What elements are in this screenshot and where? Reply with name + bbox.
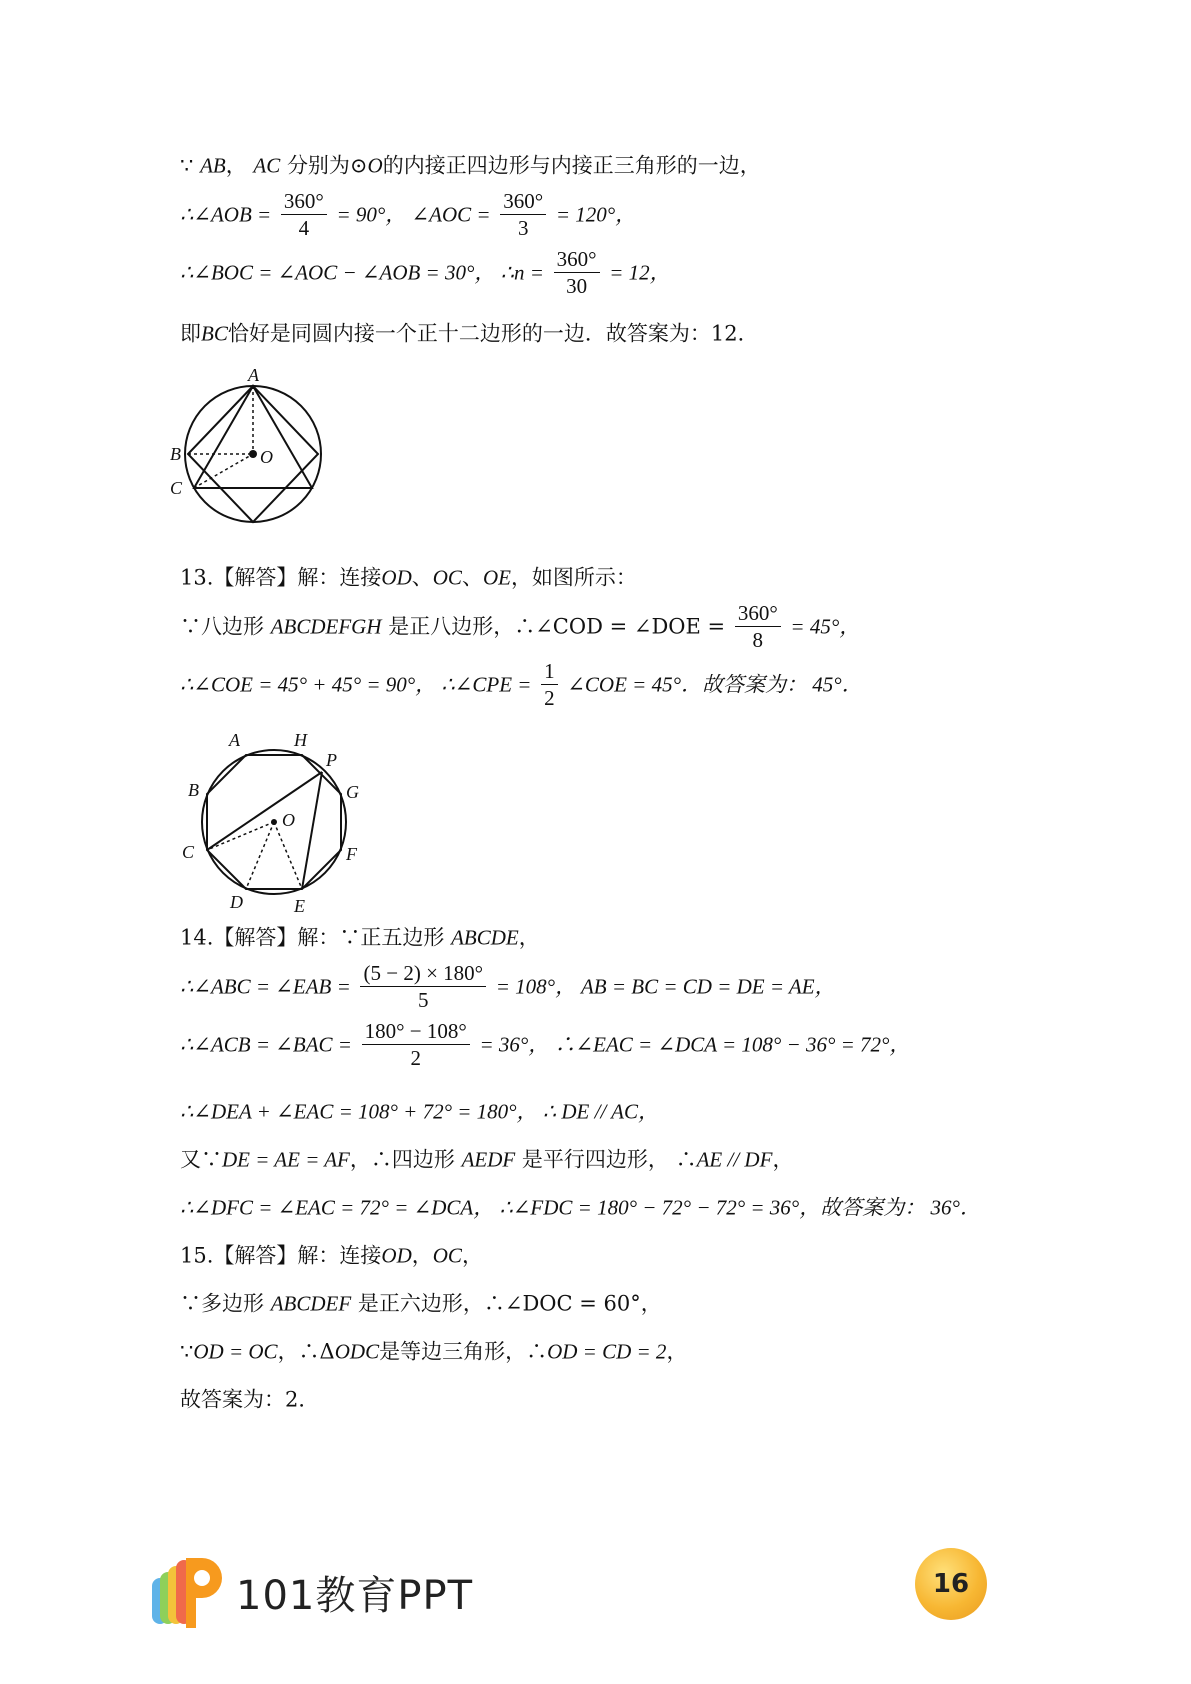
fraction: $\frac{(5 - 2) \times 180^\circ}{5}$ bbox=[360, 960, 486, 1013]
svg-text:A: A bbox=[248, 365, 259, 385]
brand-logo-icon bbox=[152, 1556, 232, 1630]
svg-text:P: P bbox=[326, 750, 337, 770]
q12-figure bbox=[168, 362, 338, 532]
q14-line-2: ∴∠ABC = ∠EAB = $\frac{(5 - 2) \times 180^\circ}{5}$ = 108°， AB = BC = CD = DE = AE， bbox=[180, 961, 836, 1012]
fraction: $\frac{360^\circ}{8}$ bbox=[735, 600, 781, 653]
fraction: $\frac{360^\circ}{3}$ bbox=[500, 188, 546, 241]
svg-text:C: C bbox=[170, 478, 183, 498]
q14-line-4: ∴∠DEA + ∠EAC = 108° + 72° = 180°， ∴ DE // AC， bbox=[180, 1099, 660, 1124]
q13-line-2: ∵八边形 ABCDEFGH 是正八边形，∴∠COD = ∠DOE = $\frac{360^\circ}{8}$ = 45°， bbox=[180, 601, 861, 652]
page-number-badge: 16 bbox=[915, 1548, 987, 1620]
fraction: $\frac{1}{2}$ bbox=[541, 658, 558, 711]
q12-line-4: 即BC恰好是同圆内接一个正十二边形的一边．故答案为：12． bbox=[180, 321, 759, 346]
svg-text:C: C bbox=[182, 842, 195, 862]
svg-text:B: B bbox=[188, 780, 199, 800]
q14-line-5: 又∵DE = AE = AF，∴四边形 AEDF 是平行四边形， ∴AE // DF， bbox=[180, 1147, 794, 1172]
q13-line-3: ∴∠COE = 45° + 45° = 90°， ∴∠CPE = $\frac{1}{2}$ ∠COE = 45°．故答案为： 45°． bbox=[180, 659, 863, 710]
brand-logo-text: 101教育PPT bbox=[236, 1573, 474, 1619]
svg-text:A: A bbox=[229, 730, 240, 750]
svg-text:B: B bbox=[170, 444, 181, 464]
svg-text:O: O bbox=[260, 447, 273, 467]
svg-text:F: F bbox=[346, 844, 357, 864]
fraction: $\frac{180^\circ - 108^\circ}{2}$ bbox=[362, 1018, 470, 1071]
q15-line-3: ∵OD = OC，∴ΔODC是等边三角形，∴OD = CD = 2， bbox=[180, 1339, 688, 1364]
q12-line-2: ∴∠AOB = $\frac{360^\circ}{4}$ = 90°， ∠AOC = $\frac{360^\circ}{3}$ = 120°， bbox=[180, 189, 637, 240]
q15-line-1: 15.【解答】解：连接OD，OC， bbox=[180, 1243, 483, 1268]
q15-line-2: ∵多边形 ABCDEF 是正六边形，∴∠DOC = 60°， bbox=[180, 1291, 662, 1316]
fraction: $\frac{360^\circ}{30}$ bbox=[554, 246, 600, 299]
svg-text:O: O bbox=[282, 810, 295, 830]
q13-line-1: 13.【解答】解：连接OD、OC、OE，如图所示： bbox=[180, 565, 637, 590]
svg-text:D: D bbox=[230, 892, 243, 912]
q12-line-1: ∵ AB， AC 分别为⊙O的内接正四边形与内接正三角形的一边， bbox=[180, 153, 761, 178]
q12-line-3: ∴∠BOC = ∠AOC − ∠AOB = 30°， ∴n = $\frac{360^\circ}{30}$ = 12， bbox=[180, 247, 671, 298]
q14-line-1: 14.【解答】解：∵正五边形 ABCDE， bbox=[180, 925, 540, 950]
fraction: $\frac{360^\circ}{4}$ bbox=[281, 188, 327, 241]
svg-text:H: H bbox=[294, 730, 307, 750]
q14-line-6: ∴∠DFC = ∠EAC = 72° = ∠DCA， ∴∠FDC = 180° − 72° − 72° = 36°，故答案为： 36°． bbox=[180, 1195, 981, 1220]
svg-text:G: G bbox=[346, 782, 359, 802]
q13-figure bbox=[174, 726, 374, 918]
q14-line-3: ∴∠ACB = ∠BAC = $\frac{180^\circ - 108^\circ}{2}$ = 36°， ∴∠EAC = ∠DCA = 108° − 36° = 72°， bbox=[180, 1019, 911, 1070]
q15-line-4: 故答案为：2． bbox=[180, 1387, 320, 1412]
svg-text:E: E bbox=[294, 896, 305, 916]
